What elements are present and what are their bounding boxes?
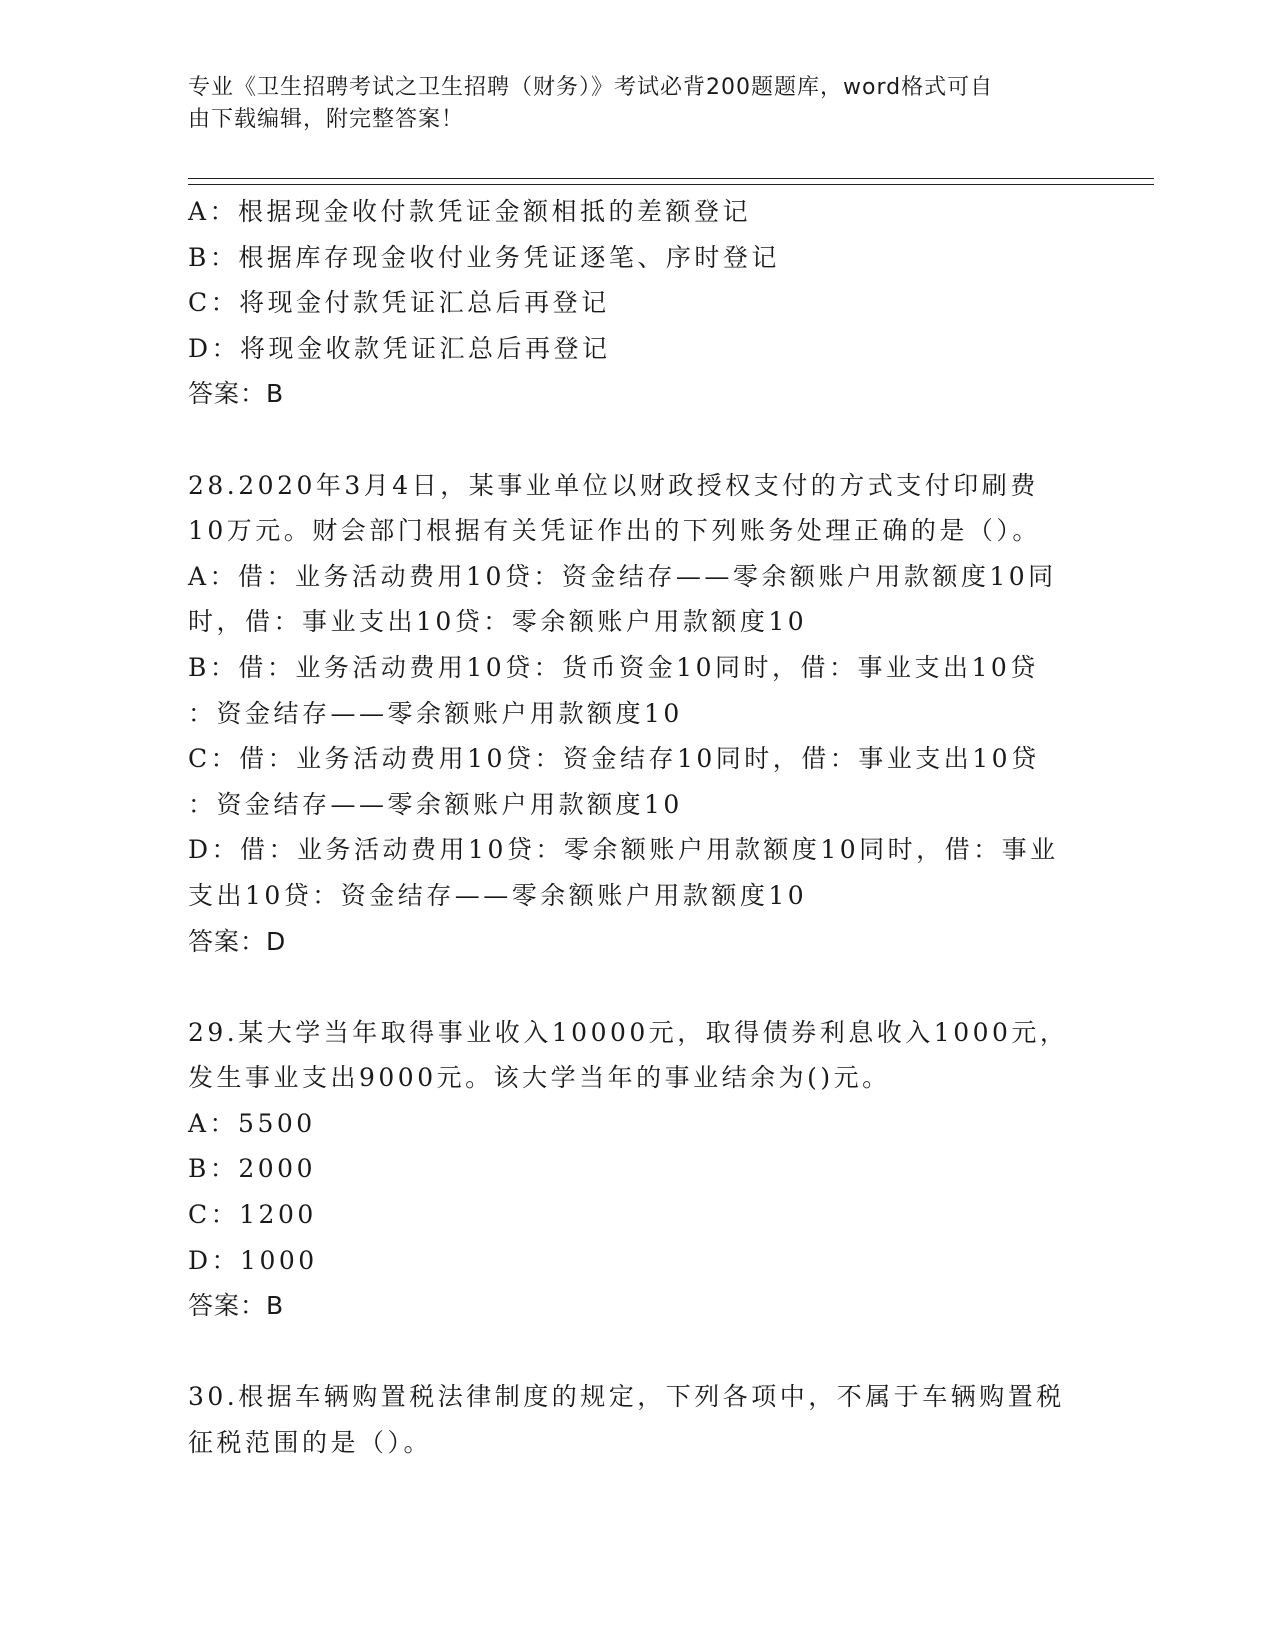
question-30 bbox=[188, 1374, 1078, 1465]
question-stem-line: 发生事业支出9000元。该大学当年的事业结余为()元。 bbox=[188, 1063, 891, 1093]
question-28 bbox=[188, 463, 1078, 965]
header-double-rule bbox=[188, 178, 1154, 185]
option-b-continued: ：资金结存——零余额账户用款额度10 bbox=[188, 698, 683, 728]
document-header bbox=[188, 72, 1068, 136]
option-a: A：根据现金收付款凭证金额相抵的差额登记 bbox=[188, 197, 752, 226]
option-c: C：将现金付款凭证汇总后再登记 bbox=[188, 288, 610, 318]
question-stem-line: 征税范围的是（）。 bbox=[188, 1428, 433, 1458]
question-29 bbox=[188, 1010, 1078, 1329]
answer-27: 答案：B bbox=[188, 379, 285, 409]
question-content bbox=[188, 189, 1078, 1466]
spacer bbox=[188, 964, 1078, 1010]
option-d: D：将现金收款凭证汇总后再登记 bbox=[188, 333, 611, 363]
question-stem-line: 30.根据车辆购置税法律制度的规定，下列各项中，不属于车辆购置税 bbox=[188, 1382, 1065, 1412]
option-b: B：借：业务活动费用10贷：货币资金10同时，借：事业支出10贷 bbox=[188, 652, 1039, 682]
option-a-continued: 时，借：事业支出10贷：零余额账户用款额度10 bbox=[188, 607, 808, 637]
option-a: A：借：业务活动费用10贷：资金结存——零余额账户用款额度10同 bbox=[188, 561, 1057, 591]
option-a: A：5500 bbox=[188, 1108, 316, 1138]
option-d: D：借：业务活动费用10贷：零余额账户用款额度10同时，借：事业 bbox=[188, 835, 1059, 865]
answer-28: 答案：D bbox=[188, 926, 287, 956]
question-stem-line: 10万元。财会部门根据有关凭证作出的下列账务处理正确的是（）。 bbox=[188, 516, 1041, 546]
option-b: B：2000 bbox=[188, 1154, 316, 1184]
spacer bbox=[188, 417, 1078, 463]
question-stem-line: 28.2020年3月4日，某事业单位以财政授权支付的方式支付印刷费 bbox=[188, 470, 1039, 500]
option-b: B：根据库存现金收付业务凭证逐笔、序时登记 bbox=[188, 242, 780, 272]
question-27-options bbox=[188, 189, 1078, 417]
spacer bbox=[188, 1329, 1078, 1375]
header-line-1: 专业《卫生招聘考试之卫生招聘（财务）》考试必背200题题库，word格式可自 bbox=[188, 75, 994, 100]
option-c-continued: ：资金结存——零余额账户用款额度10 bbox=[188, 789, 683, 819]
option-d: D：1000 bbox=[188, 1245, 318, 1275]
option-c: C：借：业务活动费用10贷：资金结存10同时，借：事业支出10贷 bbox=[188, 744, 1040, 774]
header-line-2: 由下载编辑，附完整答案！ bbox=[188, 107, 465, 132]
option-d-continued: 支出10贷：资金结存——零余额账户用款额度10 bbox=[188, 880, 808, 910]
answer-29: 答案：B bbox=[188, 1291, 285, 1321]
question-stem-line: 29.某大学当年取得事业收入10000元，取得债券利息收入1000元， bbox=[188, 1017, 1069, 1047]
option-c: C：1200 bbox=[188, 1200, 317, 1230]
